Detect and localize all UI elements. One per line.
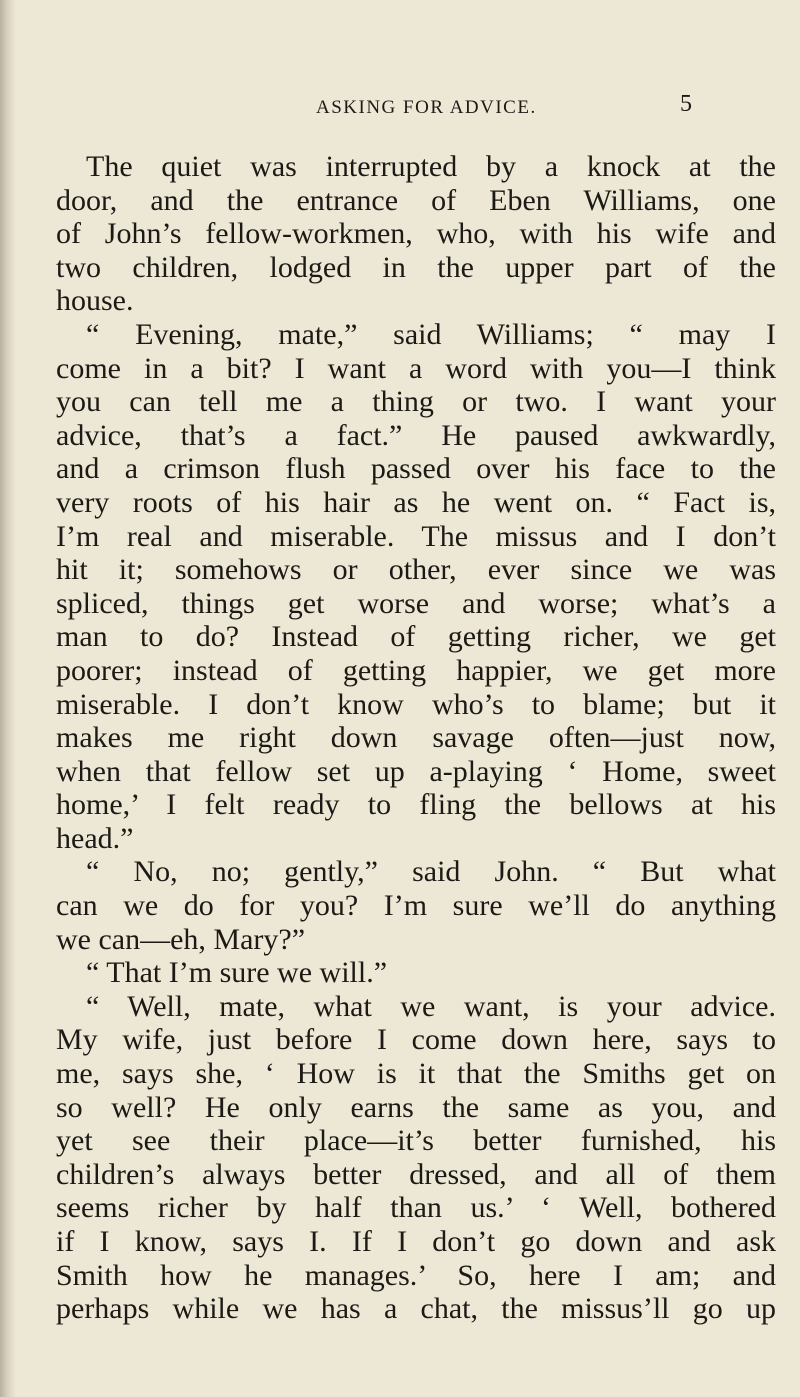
text-line-14: spliced, things get worse and worse; what’s a xyxy=(56,586,776,620)
text-line-25: “ That I’m sure we will.” xyxy=(86,956,388,990)
text-line-17: miserable. I don’t know who’s to blame; but it xyxy=(56,687,776,721)
text-line-23: can we do for you? I’m sure we’ll do anything xyxy=(56,889,776,923)
text-line-8: you can tell me a thing or two. I want your xyxy=(56,385,776,419)
text-line-19: when that fellow set up a-playing ‘ Home, sweet xyxy=(56,754,776,788)
text-line-35: perhaps while we has a chat, the missus’ll go up xyxy=(56,1292,776,1326)
page-number: 5 xyxy=(680,91,692,117)
text-line-34: Smith how he manages.’ So, here I am; and xyxy=(56,1258,776,1292)
book-page xyxy=(56,0,776,1397)
text-line-2: door, and the entrance of Eben Williams, one xyxy=(56,183,776,217)
binding-gutter-shadow xyxy=(0,0,16,1397)
text-line-7: come in a bit? I want a word with you—I think xyxy=(56,351,776,385)
text-line-33: if I know, says I. If I don’t go down and ask xyxy=(56,1225,776,1258)
text-line-3: of John’s fellow-workmen, who, with his wife and xyxy=(56,217,776,251)
text-line-16: poorer; instead of getting happier, we get more xyxy=(56,653,776,687)
text-line-18: makes me right down savage often—just now, xyxy=(56,721,776,755)
text-line-5: house. xyxy=(56,284,134,318)
text-line-12: I’m real and miserable. The missus and I don’t xyxy=(56,519,776,553)
text-line-9: advice, that’s a fact.” He paused awkwardly, xyxy=(56,418,776,452)
text-line-28: me, says she, ‘ How is it that the Smiths get on xyxy=(56,1057,776,1091)
text-line-27: My wife, just before I come down here, says to xyxy=(56,1023,776,1057)
text-line-20: home,’ I felt ready to fling the bellows at his xyxy=(56,788,776,822)
text-line-15: man to do? Instead of getting richer, we get xyxy=(56,620,776,654)
text-line-31: children’s always better dressed, and all of them xyxy=(56,1157,776,1191)
text-line-10: and a crimson flush passed over his face to the xyxy=(56,452,776,486)
running-head xyxy=(56,91,776,127)
text-line-1: The quiet was interrupted by a knock at the xyxy=(86,150,776,183)
text-line-11: very roots of his hair as he went on. “ Fact is, xyxy=(56,485,776,519)
text-line-21: head.” xyxy=(56,821,134,855)
text-line-22: “ No, no; gently,” said John. “ But what xyxy=(86,855,776,889)
text-line-29: so well? He only earns the same as you, and xyxy=(56,1090,776,1124)
body-text xyxy=(56,150,776,1326)
text-line-32: seems richer by half than us.’ ‘ Well, bothered xyxy=(56,1191,776,1225)
running-title: ASKING FOR ADVICE. xyxy=(316,97,537,118)
text-line-26: “ Well, mate, what we want, is your advice. xyxy=(86,989,776,1023)
text-line-13: hit it; somehows or other, ever since we was xyxy=(56,553,776,587)
text-line-24: we can—eh, Mary?” xyxy=(56,922,306,956)
text-line-4: two children, lodged in the upper part of the xyxy=(56,250,776,284)
text-line-6: “ Evening, mate,” said Williams; “ may I xyxy=(86,317,776,351)
text-line-30: yet see their place—it’s better furnished, his xyxy=(56,1124,776,1158)
